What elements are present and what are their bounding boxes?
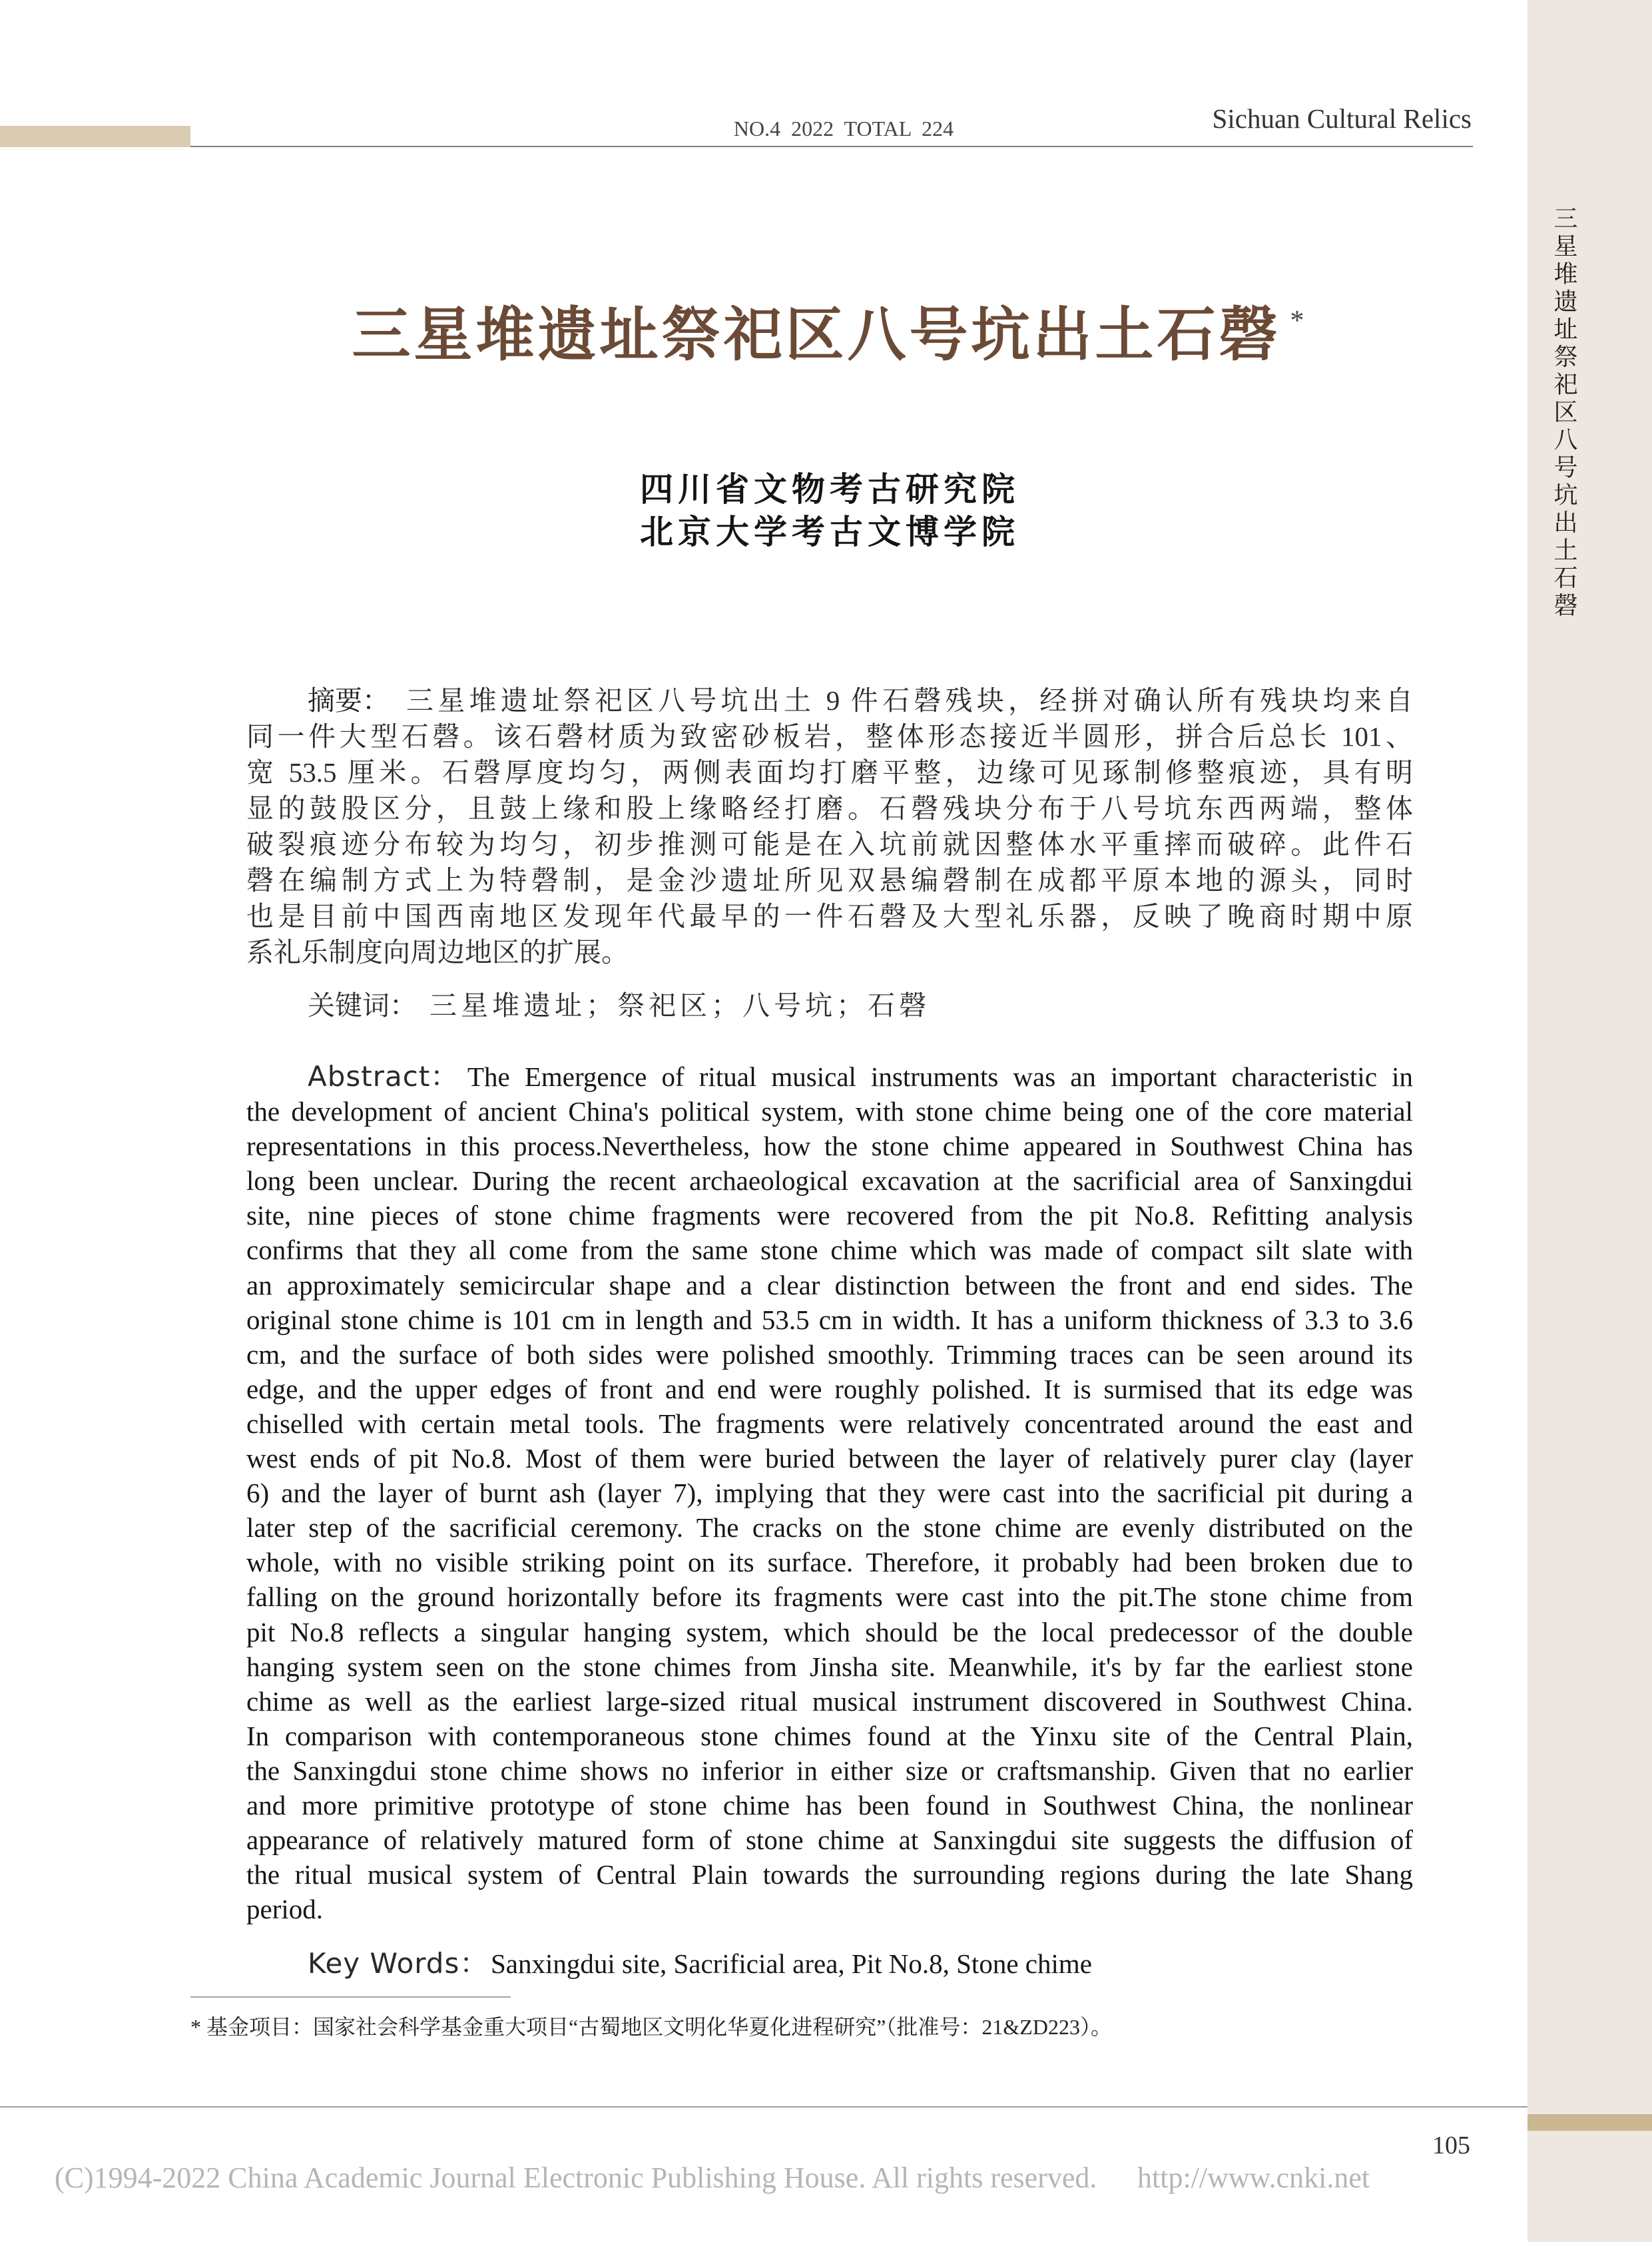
abstract-en-line: representations in this process.Nevertheless, how the stone chime appeared in Southwest China has [246, 1131, 1413, 1162]
article-title [246, 301, 1413, 382]
author-affiliation: 北京大学考古文博学院 [640, 513, 1019, 551]
abstract-en-line: In comparison with contemporaneous stone chimes found at the Yinxu site of the Central Plain, [246, 1720, 1413, 1751]
abstract-en-line: original stone chime is 101 cm in length and 53.5 cm in width. It has a uniform thickness of 3.3 to 3.6 [246, 1304, 1413, 1335]
abstract-en [246, 1059, 1413, 1926]
abstract-en-line [246, 1059, 1413, 1094]
abstract-cn-line: 系礼乐制度向周边地区的扩展。 [246, 937, 629, 968]
abstract-en-line: chime as well as the earliest large-sized ritual musical instrument discovered in Southwest China. [246, 1685, 1413, 1717]
abstract-en-line: edge, and the upper edges of front and end were roughly polished. It is surmised that its edge was [246, 1373, 1413, 1404]
abstract-en-line: confirms that they all come from the same stone chime which was made of compact silt slate with [246, 1235, 1413, 1266]
abstract-cn-line: 磬在编制方式上为特磬制，是金沙遗址所见双悬编磬制在成都平原本地的源头，同时 [246, 865, 1413, 896]
abstract-en-line-text: The Emergence of ritual musical instruments was an important characteristic in [467, 1061, 1413, 1092]
watermark-copyright: (C)1994-2022 China Academic Journal Electronic Publishing House. All rights reserved. [55, 2161, 1097, 2194]
footer-rule [0, 2106, 1527, 2107]
title-footnote-mark: * [1290, 306, 1308, 336]
abstract-en-line: later step of the sacrificial ceremony. The cracks on the stone chime are evenly distributed on the [246, 1512, 1413, 1543]
issue-info: NO.4 2022 TOTAL 224 [733, 117, 954, 140]
abstract-en-line: the Sanxingdui stone chime shows no inferior in either size or craftsmanship. Given that no earlier [246, 1755, 1413, 1786]
abstract-cn-line-text: 三星堆遗址祭祀区八号坑出土 9 件石磬残块，经拼对确认所有残块均来自 [406, 685, 1413, 716]
abstract-en-line: period. [246, 1894, 323, 1925]
keywords-cn [308, 987, 930, 1023]
abstract-cn-line: 破裂痕迹分布较为均匀，初步推测可能是在入坑前就因整体水平重摔而破碎。此件石 [246, 829, 1413, 860]
abstract-en-line: the development of ancient China's political system, with stone chime being one of the core material [246, 1096, 1413, 1127]
sidebar-vertical-title: 三星堆遗址祭祀区八号坑出土石磬 [1550, 206, 1577, 621]
abstract-en-label: Abstract： [308, 1060, 459, 1093]
keywords-cn-text: 三星堆遗址；祭祀区；八号坑；石磬 [429, 990, 930, 1021]
abstract-en-line: and more primitive prototype of stone chime has been found in Southwest China, the nonlinear [246, 1789, 1413, 1821]
abstract-en-line: cm, and the surface of both sides were polished smoothly. Trimming traces can be seen around its [246, 1338, 1413, 1370]
journal-name: Sichuan Cultural Relics [1212, 103, 1472, 134]
abstract-en-line: west ends of pit No.8. Most of them were buried between the layer of relatively purer clay (layer [246, 1443, 1413, 1474]
abstract-en-line: pit No.8 reflects a singular hanging system, which should be the local predecessor of the double [246, 1616, 1413, 1647]
abstract-en-line: 6) and the layer of burnt ash (layer 7), implying that they were cast into the sacrificial pit during a [246, 1478, 1413, 1509]
abstract-cn-line: 显的鼓股区分，且鼓上缘和股上缘略经打磨。石磬残块分布于八号坑东西两端，整体 [246, 793, 1413, 824]
abstract-cn-line: 宽 53.5 厘米。石磬厚度均匀，两侧表面均打磨平整，边缘可见琢制修整痕迹，具有明 [246, 757, 1413, 788]
footnote-rule [190, 1996, 511, 1998]
author-affiliation: 四川省文物考古研究院 [640, 471, 1019, 508]
abstract-en-line: the ritual musical system of Central Plain towards the surrounding regions during the late Shang [246, 1859, 1413, 1890]
abstract-en-line: an approximately semicircular shape and a clear distinction between the front and end sides. The [246, 1269, 1413, 1300]
abstract-cn-line: 也是目前中国西南地区发现年代最早的一件石磬及大型礼乐器，反映了晚商时期中原 [246, 901, 1413, 932]
abstract-cn [246, 683, 1413, 970]
keywords-en-text: Sanxingdui site, Sacrificial area, Pit No.8, Stone chime [491, 1948, 1092, 1979]
watermark-url: http://www.cnki.net [1137, 2161, 1370, 2194]
article-title-text: 三星堆遗址祭祀区八号坑出土石磬 [352, 304, 1281, 368]
abstract-cn-line: 同一件大型石磬。该石磬材质为致密砂板岩，整体形态接近半圆形，拼合后总长 101、 [246, 721, 1413, 752]
abstract-cn-label: 摘要： [308, 685, 390, 716]
keywords-cn-label: 关键词： [308, 989, 417, 1021]
page-number: 105 [1432, 2131, 1470, 2159]
abstract-en-line: chiselled with certain metal tools. The fragments were relatively concentrated around the east and [246, 1408, 1413, 1439]
abstract-en-line: long been unclear. During the recent archaeological excavation at the sacrificial area of Sanxingdui [246, 1165, 1413, 1197]
funding-footnote: * 基金项目：国家社会科学基金重大项目“古蜀地区文明化华夏化进程研究”（批准号：21&ZD223）。 [190, 2015, 1112, 2039]
abstract-en-line: appearance of relatively matured form of stone chime at Sanxingdui site suggests the diffusion of [246, 1824, 1413, 1856]
abstract-en-line: falling on the ground horizontally before its fragments were cast into the pit.The stone chime from [246, 1581, 1413, 1613]
header-accent-bar [0, 126, 190, 147]
author-list [246, 468, 1413, 553]
header-rule [190, 146, 1473, 147]
abstract-en-line: hanging system seen on the stone chimes from Jinsha site. Meanwhile, it's by far the earliest stone [246, 1651, 1413, 1682]
abstract-en-line: site, nine pieces of stone chime fragments were recovered from the pit No.8. Refitting analysis [246, 1200, 1413, 1231]
footer-accent-bar [1527, 2114, 1652, 2131]
keywords-en-label: Key Words： [308, 1947, 489, 1980]
keywords-en [308, 1946, 1092, 1981]
abstract-en-line: whole, with no visible striking point on its surface. Therefore, it probably had been broken due to [246, 1547, 1413, 1578]
abstract-cn-line [246, 683, 1413, 718]
